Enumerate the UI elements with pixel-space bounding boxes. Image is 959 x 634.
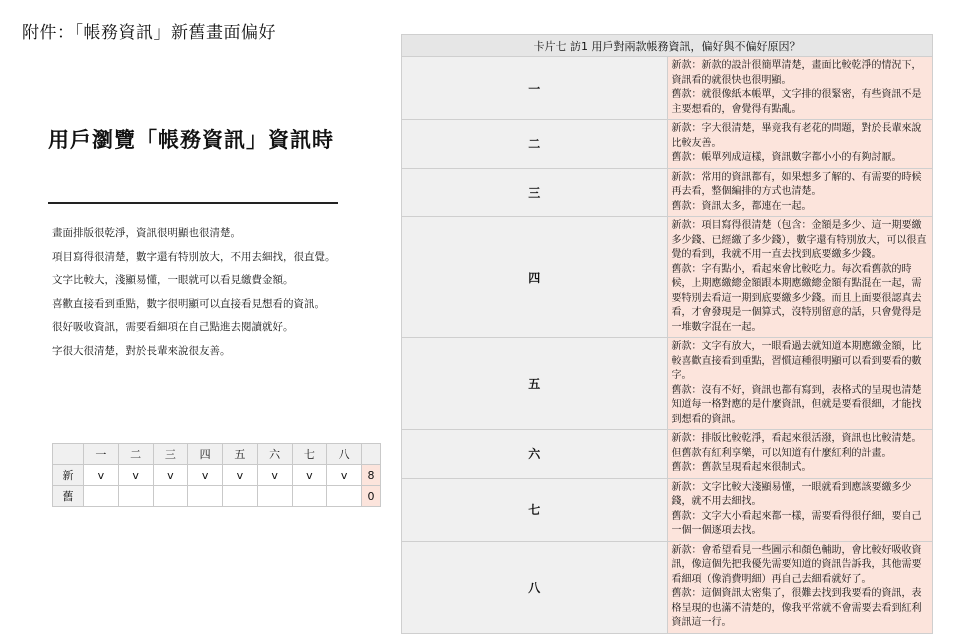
page-heading: 用戶瀏覽「帳務資訊」資訊時 — [48, 128, 334, 152]
feedback-item: 畫面排版很乾淨，資訊很明顯也很清楚。 — [52, 227, 241, 239]
detail-row — [402, 430, 933, 479]
summary-header-row — [53, 444, 381, 465]
feedback-item: 很好吸收資訊，需要看細項在自己點進去閱讀就好。 — [52, 321, 294, 333]
detail-row — [402, 541, 933, 633]
summary-mark-cell: v — [327, 465, 362, 486]
summary-mark-cell: v — [292, 465, 327, 486]
new-version-comment: 新款：項目寫得很清楚（包含：金額是多少、這一期要繳多少錢、已經繳了多少錢），數字還有特別放大，可以很直覺的看到，我就不用一直去找到底要繳多少錢。 — [671, 220, 927, 260]
preference-summary-table — [52, 443, 381, 507]
summary-column-header: 八 — [327, 444, 362, 465]
detail-row-text — [667, 168, 933, 217]
detail-header-row — [402, 35, 933, 57]
summary-mark-cell — [223, 486, 258, 507]
new-version-comment: 新款：字大很清楚，畢竟我有老花的問題，對於長輩來說比較友善。 — [671, 123, 922, 149]
detail-row-text — [667, 217, 933, 338]
new-version-comment: 新款：文字有放大，一眼看過去就知道本期應繳金額，比較喜歡直接看到重點，習慣這種很明顯可以看到要看的數字。 — [671, 341, 922, 381]
summary-mark-cell — [327, 486, 362, 507]
detail-row-text — [667, 120, 933, 169]
summary-row-label: 新 — [53, 465, 84, 486]
summary-mark-cell — [153, 486, 188, 507]
detail-row-number: 五 — [402, 338, 668, 430]
old-version-comment: 舊款：文字大小看起來都一樣，需要看得很仔細，要自己一個一個逐項去找。 — [671, 510, 922, 536]
summary-row-label: 舊 — [53, 486, 84, 507]
summary-column-header: 三 — [153, 444, 188, 465]
detail-row-number: 七 — [402, 478, 668, 541]
old-version-comment: 舊款：字有點小，看起來會比較吃力。每次看舊款的時候，上期應繳總金額跟本期應繳總金額有點混在一起，需要特別去看這一期到底要繳多少錢。而且上面要很認真去看，才會發現是一個算式，沒特別留意的話，只會覺得是一堆數字混在一起。 — [671, 263, 922, 333]
detail-row-number: 八 — [402, 541, 668, 633]
new-version-comment: 新款：排版比較乾淨，看起來很活潑，資訊也比較清楚。但舊款有紅利享樂，可以知道有什麼紅利的計畫。 — [671, 433, 922, 459]
old-version-comment: 舊款：帳單列成這樣，資訊數字都小小的有夠討厭。 — [671, 152, 902, 163]
summary-total-cell: 0 — [362, 486, 381, 507]
summary-column-header: 七 — [292, 444, 327, 465]
detail-row — [402, 217, 933, 338]
detail-row — [402, 57, 933, 120]
summary-mark-cell — [118, 486, 153, 507]
summary-mark-cell — [188, 486, 223, 507]
heading-underline — [48, 202, 338, 204]
new-version-comment: 新款：會希望看見一些圖示和顏色輔助，會比較好吸收資訊，像這個先把我優先需要知道的資訊告訴我，其他需要看細項（像消費明細）再自己去細看就好了。 — [671, 544, 922, 585]
feedback-item: 文字比較大，淺顯易懂，一眼就可以看見繳費金額。 — [52, 274, 294, 286]
summary-mark-cell: v — [223, 465, 258, 486]
summary-column-header: 二 — [118, 444, 153, 465]
old-version-comment: 舊款：資訊太多，都連在一起。 — [671, 200, 812, 212]
interview-detail-table — [401, 34, 933, 634]
feedback-item: 字很大很清楚，對於長輩來說很友善。 — [52, 344, 231, 357]
summary-column-header: 五 — [223, 444, 258, 465]
old-version-comment: 舊款：舊款呈現看起來很制式。 — [671, 462, 812, 473]
detail-row-number: 三 — [402, 168, 668, 217]
summary-mark-cell — [84, 486, 119, 507]
summary-column-header: 六 — [257, 444, 292, 465]
summary-mark-cell — [292, 486, 327, 507]
summary-corner-cell — [53, 444, 84, 465]
detail-header: 卡片七 訪1 用戶對兩款帳務資訊，偏好與不偏好原因？ — [402, 35, 933, 57]
detail-row — [402, 478, 933, 541]
detail-row-number: 二 — [402, 120, 668, 169]
summary-mark-cell: v — [188, 465, 223, 486]
old-version-comment: 舊款：這個資訊太密集了，很難去找到我要看的資訊，表格呈現的也滿不清楚的，像我平常就不會需要去看到紅利資訊這一行。 — [671, 588, 922, 628]
feedback-list — [52, 225, 336, 366]
detail-row-text — [667, 338, 933, 430]
feedback-item: 喜歡直接看到重點，數字很明顯可以直接看見想看的資訊。 — [52, 297, 325, 310]
old-version-comment: 舊款：就很像紙本帳單，文字排的很緊密，有些資訊不是主要想看的，會覺得有點亂。 — [671, 89, 922, 115]
summary-mark-cell: v — [118, 465, 153, 486]
new-version-comment: 新款：新款的設計很簡單清楚，畫面比較乾淨的情況下，資訊看的就很快也很明顯。 — [671, 60, 922, 86]
new-version-comment: 新款：常用的資訊都有，如果想多了解的、有需要的時候再去看，整個編排的方式也清楚。 — [671, 171, 922, 197]
detail-row-text — [667, 430, 933, 479]
summary-total-cell: 8 — [362, 465, 381, 486]
detail-row-number: 一 — [402, 57, 668, 120]
feedback-item: 項目寫得很清楚，數字還有特別放大，不用去細找，很直覺。 — [52, 250, 336, 263]
summary-total-header — [362, 444, 381, 465]
old-version-comment: 舊款：沒有不好，資訊也都有寫到，表格式的呈現也清楚知道每一格對應的是什麼資訊，但就是要看很細，才能找到想看的資訊。 — [671, 384, 922, 425]
summary-mark-cell: v — [153, 465, 188, 486]
detail-row — [402, 338, 933, 430]
summary-row-new — [53, 465, 381, 486]
detail-row-text — [667, 478, 933, 541]
detail-row — [402, 120, 933, 169]
summary-column-header: 四 — [188, 444, 223, 465]
new-version-comment: 新款：文字比較大淺顯易懂，一眼就看到應該要繳多少錢，就不用去細找。 — [671, 481, 912, 507]
summary-row-old — [53, 486, 381, 507]
summary-mark-cell — [257, 486, 292, 507]
detail-row-number: 四 — [402, 217, 668, 338]
detail-row-number: 六 — [402, 430, 668, 479]
detail-row-text — [667, 57, 933, 120]
attachment-title: 附件：「帳務資訊」新舊畫面偏好 — [22, 23, 276, 43]
summary-mark-cell: v — [84, 465, 119, 486]
detail-row — [402, 168, 933, 217]
summary-mark-cell: v — [257, 465, 292, 486]
detail-row-text — [667, 541, 933, 633]
summary-column-header: 一 — [84, 444, 119, 465]
